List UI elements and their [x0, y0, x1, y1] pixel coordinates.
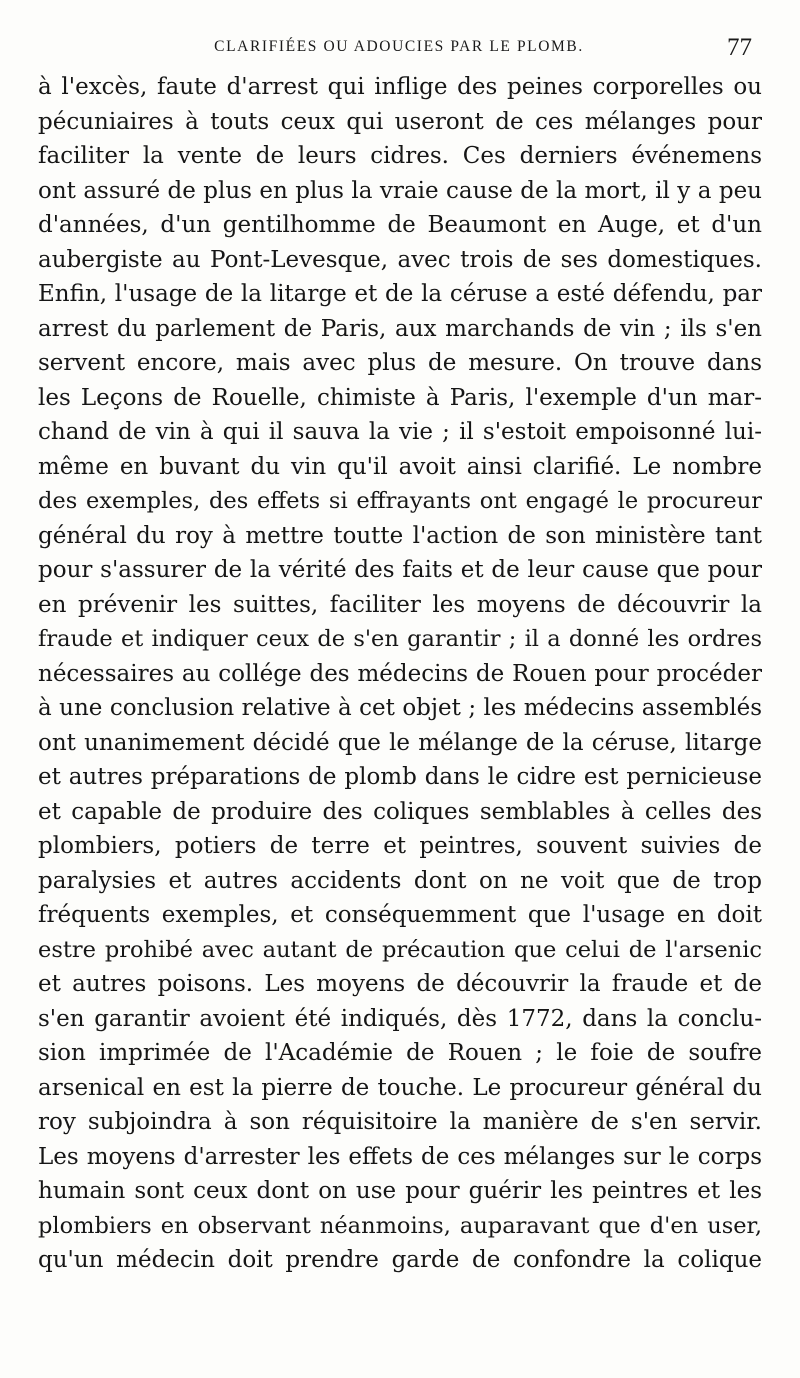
- text-line: et autres poisons. Les moyens de découvrir la fraude et de: [38, 971, 762, 997]
- text-line: ont unanimement décidé que le mélange de la céruse, litarge: [38, 729, 762, 756]
- text-line: faciliter la vente de leurs cidres. Ces derniers événemens: [38, 143, 762, 169]
- text-line: et capable de produire des coliques semblables à celles des: [38, 798, 762, 825]
- running-head: CLARIFIÉES OU ADOUCIES PAR LE PLOMB.: [214, 38, 584, 55]
- text-line: arsenical en est la pierre de touche. Le procureur général du: [38, 1074, 762, 1101]
- text-line: en prévenir les suittes, faciliter les moyens de découvrir la: [38, 591, 762, 618]
- text-line: fréquents exemples, et conséquemment que l'usage en doit: [38, 902, 762, 928]
- text-line: à l'excès, faute d'arrest qui inflige des peines corporelles ou: [38, 74, 762, 100]
- text-line: Enfin, l'usage de la litarge et de la céruse a esté défendu, par: [38, 281, 762, 307]
- text-line: et autres préparations de plomb dans le cidre est pernicieuse: [38, 764, 762, 790]
- page-number: 77: [727, 34, 752, 61]
- text-line: les Leçons de Rouelle, chimiste à Paris, l'exemple d'un mar-: [38, 384, 762, 411]
- text-line: roy subjoindra à son réquisitoire la manière de s'en servir.: [38, 1109, 762, 1135]
- text-line: même en buvant du vin qu'il avoit ainsi clarifié. Le nombre: [38, 453, 762, 480]
- text-line: pécuniaires à touts ceux qui useront de ces mélanges pour: [38, 108, 762, 135]
- text-line: plombiers en observant néanmoins, auparavant que d'en user,: [38, 1212, 762, 1239]
- text-line: paralysies et autres accidents dont on ne voit que de trop: [38, 867, 762, 894]
- text-line: chand de vin à qui il sauva la vie ; il s'estoit empoisonné lui-: [38, 419, 762, 445]
- text-line: pour s'assurer de la vérité des faits et de leur cause que pour: [38, 557, 762, 583]
- text-line: s'en garantir avoient été indiqués, dès 1772, dans la conclu-: [38, 1005, 762, 1032]
- text-line: fraude et indiquer ceux de s'en garantir ; il a donné les ordres: [38, 626, 762, 652]
- text-line: ont assuré de plus en plus la vraie cause de la mort, il y a peu: [38, 177, 762, 204]
- text-line: des exemples, des effets si effrayants ont engagé le procureur: [38, 488, 762, 514]
- text-line: sion imprimée de l'Académie de Rouen ; le foie de soufre: [38, 1040, 762, 1066]
- text-line: général du roy à mettre toutte l'action de son ministère tant: [38, 522, 762, 549]
- text-line: nécessaires au collége des médecins de Rouen pour procéder: [38, 660, 762, 687]
- text-line: arrest du parlement de Paris, aux marchands de vin ; ils s'en: [38, 315, 762, 342]
- page-header: [38, 34, 760, 64]
- text-line: humain sont ceux dont on use pour guérir les peintres et les: [38, 1178, 762, 1204]
- text-line: d'années, d'un gentilhomme de Beaumont en Auge, et d'un: [38, 212, 762, 238]
- text-line: Les moyens d'arrester les effets de ces mélanges sur le corps: [38, 1143, 762, 1170]
- body-text: [38, 70, 762, 1278]
- text-line: plombiers, potiers de terre et peintres, souvent suivies de: [38, 833, 762, 859]
- text-line: servent encore, mais avec plus de mesure. On trouve dans: [38, 350, 762, 376]
- text-line: à une conclusion relative à cet objet ; les médecins assemblés: [38, 695, 762, 721]
- text-line: estre prohibé avec autant de précaution que celui de l'arsenic: [38, 936, 762, 963]
- text-line: aubergiste au Pont-Levesque, avec trois de ses domestiques.: [38, 246, 762, 273]
- text-line: qu'un médecin doit prendre garde de confondre la colique: [38, 1247, 762, 1273]
